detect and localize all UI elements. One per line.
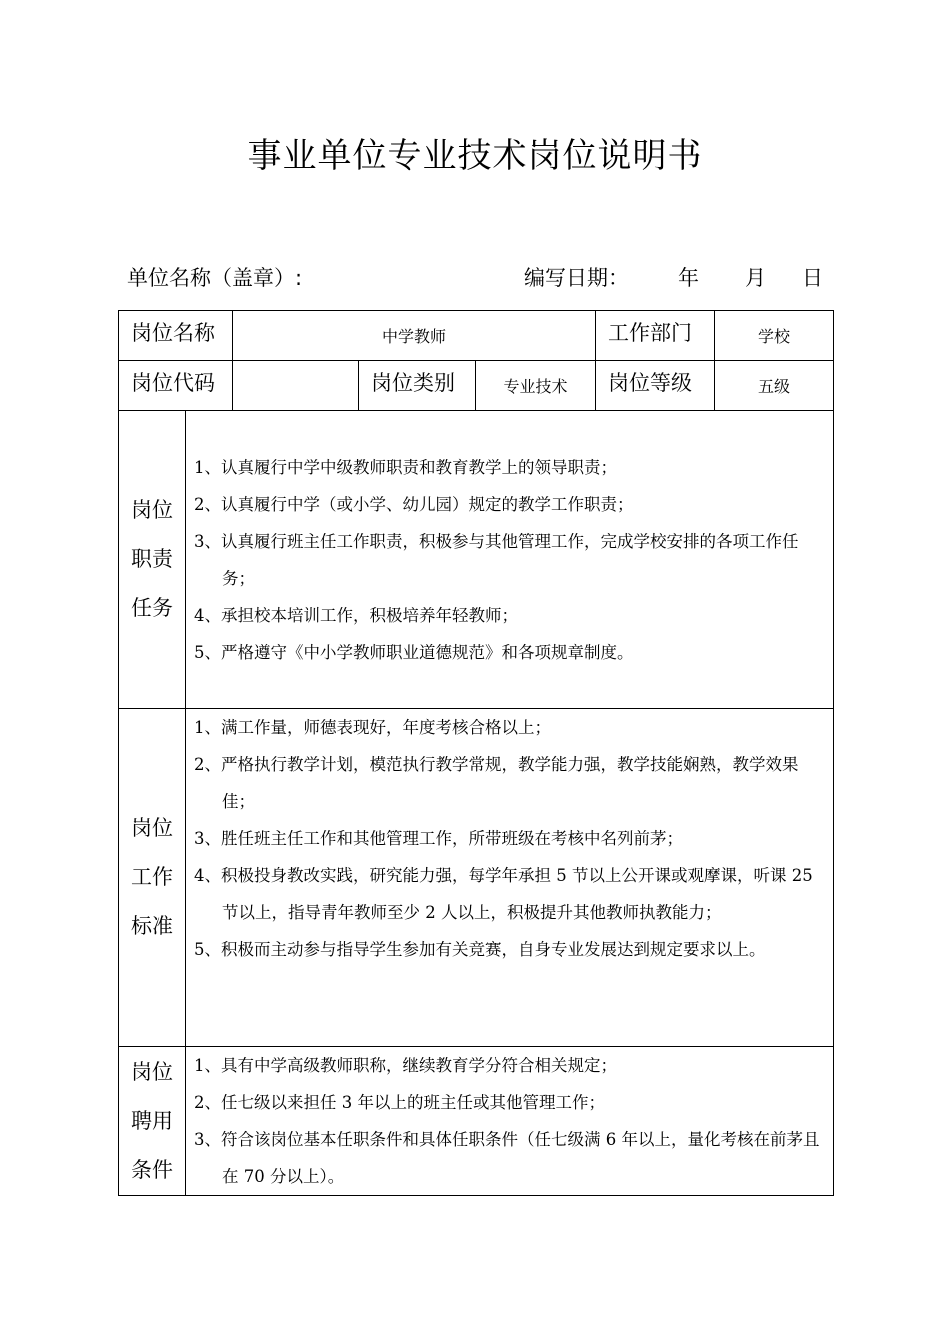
duty-item: 1、认真履行中学中级教师职责和教育教学上的领导职责；	[194, 458, 617, 477]
duty-item: 4、承担校本培训工作，积极培养年轻教师；	[194, 606, 518, 625]
duty-item: 5、严格遵守《中小学教师职业道德规范》和各项规章制度。	[194, 643, 634, 662]
date-month-label: 月	[745, 266, 766, 290]
position-code-label: 岗位代码	[118, 360, 233, 411]
standards-label-line: 岗位	[131, 816, 173, 840]
position-name-label: 岗位名称	[118, 310, 233, 361]
duty-item: 2、认真履行中学（或小学、幼儿园）规定的教学工作职责；	[194, 495, 634, 514]
standard-item: 3、胜任班主任工作和其他管理工作，所带班级在考核中名列前茅；	[194, 829, 683, 848]
unit-name-label: 单位名称（盖章）:	[127, 266, 303, 290]
conditions-label	[118, 1046, 186, 1196]
conditions-label-line: 岗位	[131, 1059, 173, 1084]
date-day-label: 日	[802, 266, 823, 290]
standards-content	[185, 708, 834, 1047]
standard-item: 1、满工作量，师德表现好，年度考核合格以上；	[194, 718, 551, 737]
duties-label-line: 任务	[131, 596, 173, 620]
department-label: 工作部门	[595, 310, 715, 361]
condition-item: 2、任七级以来担任 3 年以上的班主任或其他管理工作；	[194, 1093, 605, 1112]
duties-label-line: 岗位	[131, 498, 173, 522]
standard-item: 4、积极投身教改实践，研究能力强，每学年承担 5 节以上公开课或观摩课，听课 25 节以上，指导青年教师至少 2 人以上，积极提升其他教师执教能力；	[194, 866, 813, 922]
duty-item: 3、认真履行班主任工作职责，积极参与其他管理工作，完成学校安排的各项工作任务；	[194, 532, 799, 588]
duties-content	[185, 410, 834, 709]
position-category-value: 专业技术	[475, 360, 596, 411]
conditions-label-line: 聘用	[131, 1108, 173, 1133]
date-year-label: 年	[678, 266, 699, 290]
position-code-value	[232, 360, 359, 411]
standards-label	[118, 708, 186, 1047]
position-name-value: 中学教师	[232, 310, 596, 361]
standards-label-line: 标准	[131, 914, 173, 938]
department-value: 学校	[714, 310, 834, 361]
duties-label-line: 职责	[131, 547, 173, 571]
conditions-label-line: 条件	[131, 1157, 173, 1182]
standards-label-line: 工作	[131, 865, 173, 889]
compile-date-label: 编写日期：	[524, 266, 629, 290]
condition-item: 1、具有中学高级教师职称，继续教育学分符合相关规定；	[194, 1056, 617, 1075]
document-title: 事业单位专业技术岗位说明书	[247, 136, 703, 176]
position-grade-value: 五级	[714, 360, 834, 411]
standard-item: 5、积极而主动参与指导学生参加有关竞赛，自身专业发展达到规定要求以上。	[194, 940, 766, 959]
position-category-label: 岗位类别	[358, 360, 476, 411]
conditions-content	[185, 1046, 834, 1196]
condition-item: 3、符合该岗位基本任职条件和具体任职条件（任七级满 6 年以上，量化考核在前茅且在 70 分以上）。	[194, 1130, 820, 1186]
position-grade-label: 岗位等级	[595, 360, 715, 411]
standard-item: 2、严格执行教学计划，模范执行教学常规，教学能力强，教学技能娴熟，教学效果佳；	[194, 755, 799, 811]
duties-label	[118, 410, 186, 709]
